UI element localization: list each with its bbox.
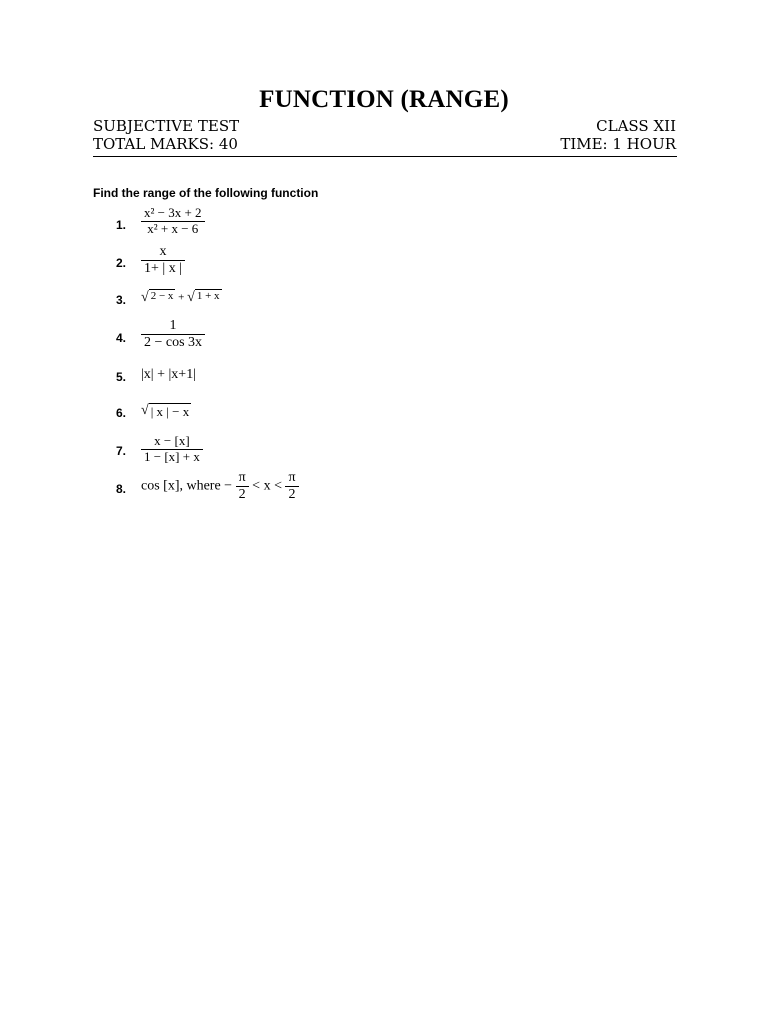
question-number: 5. xyxy=(116,370,127,384)
time-label: TIME: 1 HOUR xyxy=(560,135,676,153)
question-2-expression xyxy=(141,244,185,277)
question-number: 4. xyxy=(116,331,127,345)
question-number: 3. xyxy=(116,293,127,307)
numerator: x − [x] xyxy=(154,433,190,448)
radicand: 2 − x xyxy=(150,290,174,302)
expression-lead: cos [x], where − xyxy=(141,478,233,494)
denominator: 1+ | x | xyxy=(141,260,185,277)
question-8-expression xyxy=(141,470,299,503)
total-marks-label: TOTAL MARKS: 40 xyxy=(93,135,238,153)
question-number: 8. xyxy=(116,482,127,496)
question-7-expression xyxy=(141,434,203,465)
instruction-text: Find the range of the following function xyxy=(93,186,319,200)
inequality: < x < xyxy=(252,478,282,494)
question-number: 7. xyxy=(116,444,127,458)
question-number: 2. xyxy=(116,256,127,270)
denominator: 2 xyxy=(285,486,298,503)
question-5-expression: |x| + |x+1| xyxy=(141,367,197,382)
header-divider xyxy=(93,156,677,157)
fraction xyxy=(141,318,205,351)
square-root: √ | x | − x xyxy=(141,402,190,419)
question-4-expression xyxy=(141,318,205,351)
fraction xyxy=(236,470,249,503)
denominator: x² + x − 6 xyxy=(141,221,205,237)
denominator: 1 − [x] + x xyxy=(141,449,203,465)
question-6-expression xyxy=(141,402,191,420)
numerator: 1 xyxy=(169,318,177,333)
test-type-label: SUBJECTIVE TEST xyxy=(93,117,240,135)
question-number: 6. xyxy=(116,406,127,420)
denominator: 2 xyxy=(236,486,249,503)
square-root: √ 1 + x xyxy=(187,290,220,305)
class-label: CLASS XII xyxy=(596,117,676,135)
denominator: 2 − cos 3x xyxy=(141,334,205,351)
question-3-expression xyxy=(141,290,222,306)
numerator: x² − 3x + 2 xyxy=(144,205,202,220)
fraction xyxy=(141,434,203,465)
radicand: | x | − x xyxy=(150,403,190,419)
fraction xyxy=(141,244,185,277)
radicand: 1 + x xyxy=(196,290,220,302)
fraction xyxy=(285,470,298,503)
numerator: π xyxy=(288,470,296,485)
numerator: x xyxy=(159,244,167,259)
square-root: √ 2 − x xyxy=(141,290,174,305)
plus-sign: + xyxy=(178,291,185,304)
fraction xyxy=(141,206,205,237)
numerator: π xyxy=(238,470,246,485)
question-number: 1. xyxy=(116,218,127,232)
question-1-expression xyxy=(141,206,205,237)
page-title: FUNCTION (RANGE) xyxy=(259,86,509,113)
